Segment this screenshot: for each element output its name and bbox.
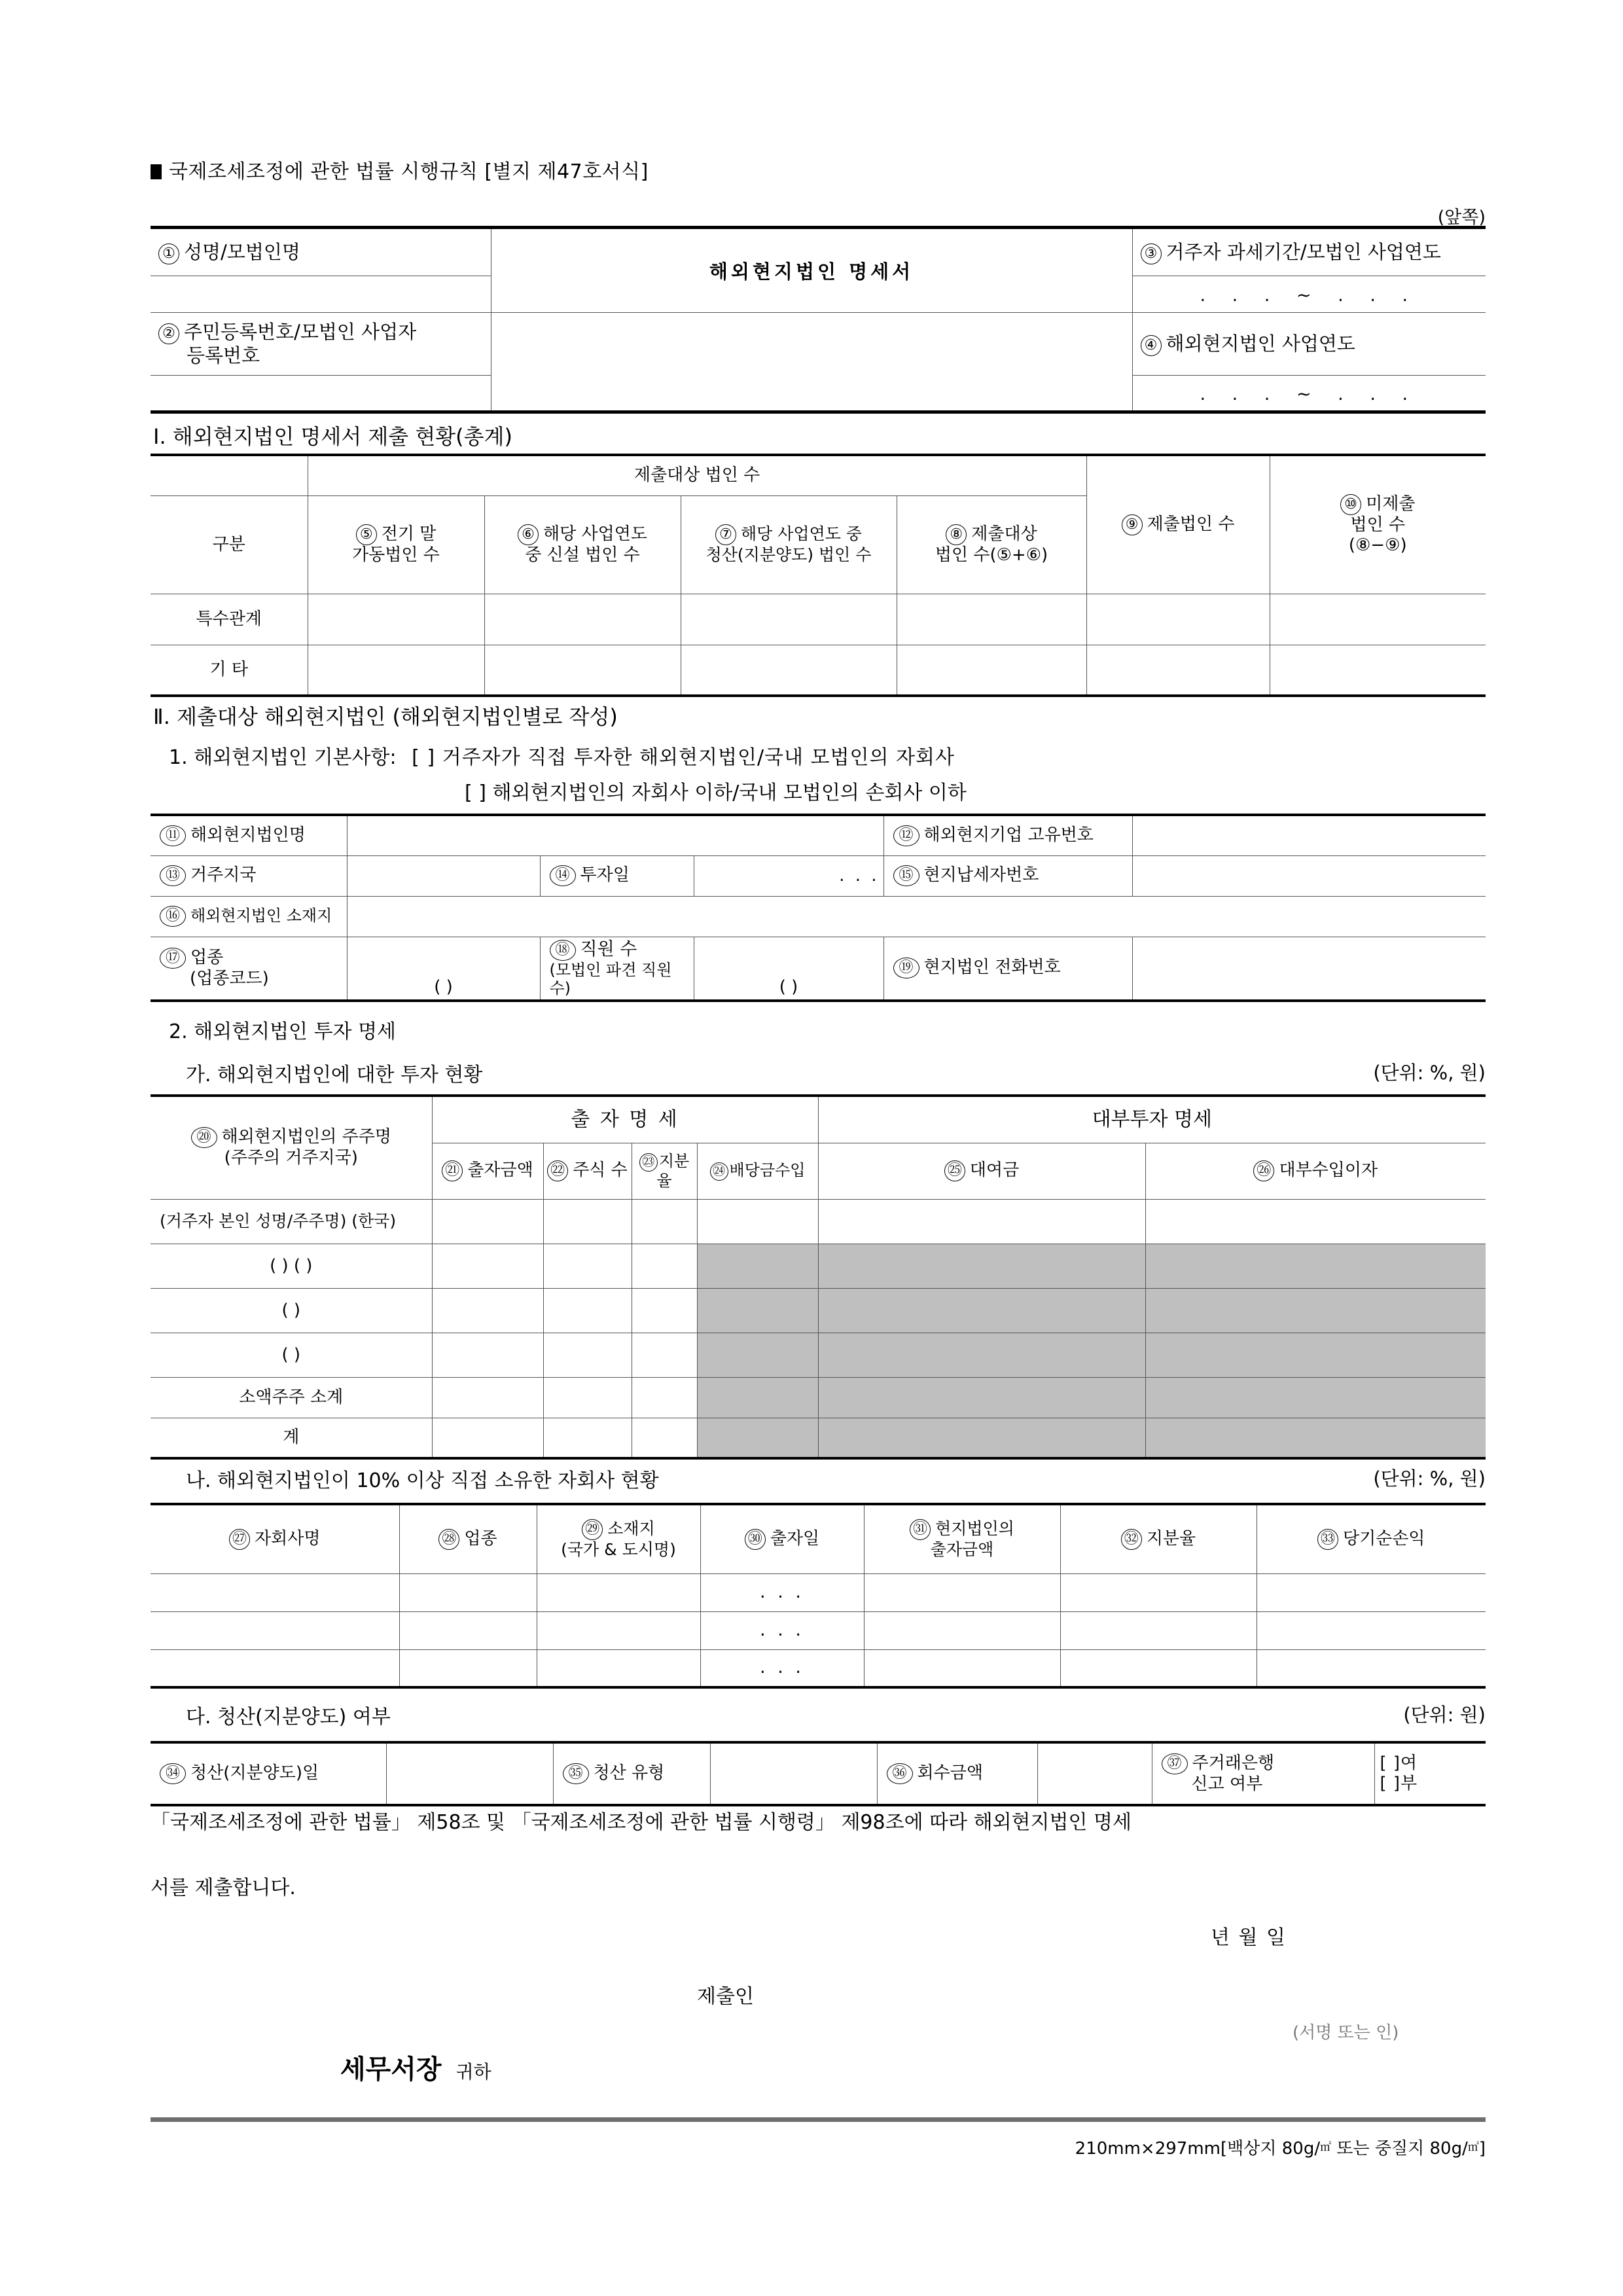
item36-number: ㊱ — [887, 1763, 913, 1784]
table-cell[interactable] — [537, 1649, 700, 1687]
part-ga-loan-group-header: 대부투자 명세 — [818, 1096, 1486, 1143]
part-ga-col21-header — [432, 1143, 543, 1199]
col25-number: ㉕ — [944, 1160, 965, 1181]
shareholder-subtotal-label: 소액주주 소계 — [151, 1377, 432, 1418]
item34-value-cell[interactable] — [386, 1742, 553, 1805]
item19-label: 현지법인 전화번호 — [923, 958, 1061, 978]
form-page — [151, 0, 1486, 2296]
item2-number: ② — [158, 323, 179, 344]
table-row — [151, 1377, 1486, 1418]
table-cell[interactable] — [308, 645, 484, 696]
footer-divider — [151, 2117, 1486, 2122]
sub1-heading-text: 1. 해외현지법인 기본사항: — [169, 746, 397, 769]
table-cell[interactable] — [484, 645, 681, 696]
part-da-unit: (단위: 원) — [1403, 1704, 1486, 1726]
col22-number: ㉒ — [547, 1160, 568, 1181]
table-cell[interactable] — [432, 1377, 543, 1418]
item12-label-cell — [883, 815, 1132, 855]
col20-line2: (주주의 거주지국) — [224, 1148, 358, 1168]
page-side-mark: (앞쪽) — [1437, 207, 1486, 228]
col9-label: 제출법인 수 — [1147, 514, 1235, 534]
item13-value-cell[interactable] — [347, 855, 540, 896]
item1-label: 성명/모법인명 — [184, 240, 300, 263]
bullet-square-icon — [151, 164, 162, 179]
item17-value-cell[interactable]: ( ) — [347, 937, 540, 1001]
item19-value-cell[interactable] — [1132, 937, 1486, 1001]
item14-label: 투자일 — [580, 865, 630, 885]
part-ga-heading: 가. 해외현지법인에 대한 투자 현황 — [186, 1064, 483, 1086]
section-1-row-label: 특수관계 — [151, 594, 308, 645]
table-cell[interactable] — [537, 1611, 700, 1649]
table-cell-disabled — [1145, 1244, 1486, 1288]
table-cell[interactable] — [1270, 645, 1486, 696]
col29-line2: (국가 & 도시명) — [561, 1540, 676, 1559]
table-row — [151, 1611, 1486, 1649]
part-ga-col25-header — [818, 1143, 1145, 1199]
form-reference-text: 국제조세조정에 관한 법률 시행규칙 [별지 제47호서식] — [169, 160, 649, 183]
part-na-col29-header — [537, 1504, 700, 1573]
shareholder-row-label: ( ) — [151, 1333, 432, 1377]
col33-number: ㉝ — [1317, 1529, 1338, 1550]
item36-value-cell[interactable] — [1037, 1742, 1152, 1805]
table-cell-disabled — [1145, 1333, 1486, 1377]
tax-office-suffix: 귀하 — [455, 2061, 491, 2083]
table-cell[interactable] — [399, 1649, 537, 1687]
item15-label: 현지납세자번호 — [923, 865, 1039, 885]
col26-label: 대부수입이자 — [1279, 1160, 1378, 1180]
table-cell[interactable] — [864, 1573, 1060, 1611]
item16-value-cell[interactable] — [347, 896, 1486, 937]
item19-label-cell — [883, 937, 1132, 1001]
item2-label-line1: 주민등록번호/모법인 사업자 — [184, 320, 417, 343]
part-na-col28-header — [399, 1504, 537, 1573]
col20-number: ⑳ — [191, 1127, 217, 1148]
item17-number: ⑰ — [160, 948, 186, 969]
table-cell[interactable] — [308, 594, 484, 645]
part-da-heading: 다. 청산(지분양도) 여부 — [186, 1706, 391, 1729]
item1-label-cell — [151, 228, 491, 276]
part-na-unit: (단위: %, 원) — [1373, 1467, 1486, 1490]
form-reference — [151, 155, 649, 184]
table-cell[interactable] — [681, 594, 897, 645]
paper-spec-unit-1: ㎡ — [1320, 2141, 1332, 2154]
table-cell[interactable]: . . . — [700, 1649, 864, 1687]
item3-value: . . . ~ . . . — [1200, 285, 1419, 306]
col29-number: ㉙ — [582, 1519, 603, 1540]
table-row — [151, 1288, 1486, 1333]
table-row — [151, 1199, 1486, 1244]
submitter-label: 제출인 — [697, 1985, 754, 2008]
section-2-sub1-heading — [169, 741, 955, 770]
table-cell[interactable] — [399, 1573, 537, 1611]
col10-line3: (⑧−⑨) — [1348, 535, 1407, 555]
part-da-table — [151, 1741, 1486, 1806]
col24-number: ㉔ — [710, 1162, 728, 1181]
table-cell-disabled — [697, 1377, 818, 1418]
table-row — [151, 1573, 1486, 1611]
table-cell[interactable] — [632, 1288, 697, 1333]
col27-label: 자회사명 — [255, 1528, 321, 1549]
col24-label: 배당금수입 — [729, 1161, 806, 1179]
table-cell[interactable] — [697, 1199, 818, 1244]
item16-label-cell — [151, 896, 347, 937]
item3-number: ③ — [1141, 243, 1162, 264]
col7-line2: 청산(지분양도) 법인 수 — [705, 545, 872, 565]
section-1-col9-header — [1086, 455, 1270, 594]
item11-value-cell[interactable] — [347, 815, 883, 855]
item16-label: 해외현지법인 소재지 — [190, 906, 332, 925]
table-cell[interactable] — [543, 1244, 632, 1288]
col5-number: ⑤ — [356, 524, 377, 545]
col31-number: ㉛ — [910, 1519, 931, 1540]
table-cell[interactable] — [897, 594, 1086, 645]
table-cell[interactable] — [432, 1199, 543, 1244]
part-ga-col26-header — [1145, 1143, 1486, 1199]
table-cell[interactable] — [432, 1418, 543, 1458]
col6-number: ⑥ — [518, 524, 539, 545]
item2-value-cell[interactable] — [151, 376, 491, 412]
item37-option-no[interactable]: [ ]부 — [1380, 1774, 1418, 1793]
col30-number: ㉚ — [745, 1529, 766, 1550]
item2-label-cell — [151, 313, 491, 376]
shareholder-total-label: 계 — [151, 1418, 432, 1458]
table-cell-disabled — [697, 1418, 818, 1458]
table-cell[interactable] — [1060, 1573, 1257, 1611]
section-2-sub2-heading: 2. 해외현지법인 투자 명세 — [169, 1020, 397, 1043]
item18-number: ⑱ — [550, 940, 576, 961]
submission-date-line[interactable]: 년 월 일 — [1211, 1926, 1287, 1949]
table-cell[interactable]: . . . — [700, 1611, 864, 1649]
table-cell-disabled — [818, 1288, 1145, 1333]
table-cell-disabled — [818, 1418, 1145, 1458]
title-filler-cell — [491, 313, 1132, 412]
part-ga-equity-group-header: 출 자 명 세 — [432, 1096, 818, 1143]
basic-info-table — [151, 814, 1486, 1002]
table-cell[interactable] — [543, 1288, 632, 1333]
item19-number: ⑲ — [893, 958, 919, 978]
col32-label: 지분율 — [1146, 1528, 1196, 1549]
table-cell-disabled — [818, 1377, 1145, 1418]
table-cell[interactable] — [864, 1611, 1060, 1649]
part-na-heading: 나. 해외현지법인이 10% 이상 직접 소유한 자회사 현황 — [186, 1469, 659, 1492]
sub1-option-2[interactable]: [ ] 해외현지법인의 자회사 이하/국내 모법인의 손회사 이하 — [465, 781, 967, 804]
item1-number: ① — [158, 243, 179, 264]
section-1-table — [151, 454, 1486, 697]
col10-line1: 미제출 — [1366, 494, 1416, 514]
part-na-col31-header — [864, 1504, 1060, 1573]
table-cell[interactable] — [632, 1418, 697, 1458]
item13-number: ⑬ — [160, 865, 186, 886]
sub1-option-1[interactable]: [ ] 거주자가 직접 투자한 해외현지법인/국내 모법인의 자회사 — [412, 746, 955, 769]
identity-table — [151, 226, 1486, 414]
col10-number: ⑩ — [1340, 494, 1361, 515]
item1-value-cell[interactable] — [151, 276, 491, 313]
section-1-col7-header — [681, 495, 897, 594]
item18-line2: (모법인 파견 직원 수) — [549, 960, 672, 997]
item2-label-line2: 등록번호 — [187, 344, 260, 367]
col7-line1: 해당 사업연도 중 — [741, 524, 862, 544]
item37-options-cell — [1374, 1742, 1486, 1805]
item36-label-cell — [877, 1742, 1037, 1805]
col22-label: 주식 수 — [573, 1160, 628, 1180]
table-cell-disabled — [818, 1244, 1145, 1288]
item4-number: ④ — [1141, 335, 1162, 356]
item18-line1: 직원 수 — [580, 939, 637, 960]
item3-value-cell[interactable] — [1132, 276, 1486, 313]
table-cell[interactable] — [432, 1244, 543, 1288]
col8-number: ⑧ — [946, 524, 967, 545]
col6-line2: 중 신설 법인 수 — [525, 545, 640, 565]
section-1-row-label: 기 타 — [151, 645, 308, 696]
table-cell[interactable] — [632, 1244, 697, 1288]
table-cell[interactable] — [543, 1418, 632, 1458]
section-1-col10-header — [1270, 455, 1486, 594]
col6-line1: 해당 사업연도 — [543, 524, 647, 544]
table-cell-disabled — [1145, 1288, 1486, 1333]
table-cell[interactable] — [1060, 1611, 1257, 1649]
part-ga-col23-header — [632, 1143, 697, 1199]
table-row — [151, 1649, 1486, 1687]
col32-number: ㉜ — [1121, 1529, 1142, 1550]
item37-number: ㊲ — [1162, 1753, 1188, 1774]
paper-spec-middle: 또는 중질지 80g/ — [1331, 2139, 1468, 2159]
item18-value-cell[interactable]: ( ) — [694, 937, 883, 1001]
part-ga-col22-header — [543, 1143, 632, 1199]
table-cell[interactable] — [484, 594, 681, 645]
table-cell[interactable] — [864, 1649, 1060, 1687]
col33-label: 당기순손익 — [1342, 1528, 1425, 1549]
col5-line2: 가동법인 수 — [352, 545, 440, 565]
item11-label-cell — [151, 815, 347, 855]
table-cell[interactable] — [151, 1649, 399, 1687]
table-cell[interactable] — [681, 645, 897, 696]
col7-number: ⑦ — [715, 524, 736, 545]
signature-note: (서명 또는 인) — [1293, 2023, 1399, 2043]
item34-label-cell — [151, 1742, 386, 1805]
tax-office-line — [340, 2049, 491, 2086]
col20-line1: 해외현지법인의 주주명 — [221, 1127, 391, 1147]
item14-label-cell — [540, 855, 694, 896]
item34-number: ㉞ — [160, 1763, 186, 1784]
paper-spec-start: 210mm×297mm[백상지 80g/ — [1075, 2139, 1321, 2159]
part-na-table — [151, 1503, 1486, 1689]
item14-value-cell[interactable] — [694, 855, 883, 896]
col31-line1: 현지법인의 — [935, 1519, 1014, 1538]
table-cell[interactable] — [543, 1333, 632, 1377]
col23-number: ㉓ — [639, 1153, 658, 1172]
item4-value-cell[interactable] — [1132, 376, 1486, 412]
item35-number: ㉟ — [563, 1763, 589, 1784]
part-ga-unit: (단위: %, 원) — [1373, 1062, 1486, 1084]
tax-office-label: 세무서장 — [340, 2054, 442, 2085]
part-na-col32-header — [1060, 1504, 1257, 1573]
table-cell-disabled — [697, 1333, 818, 1377]
table-cell[interactable] — [1086, 645, 1270, 696]
table-cell[interactable] — [399, 1611, 537, 1649]
col8-line2: 법인 수(⑤+⑥) — [935, 545, 1048, 565]
item12-label: 해외현지기업 고유번호 — [923, 825, 1094, 845]
item4-value: . . . ~ . . . — [1200, 384, 1419, 404]
item17-line1: 업종 — [190, 947, 224, 967]
item18-label-cell — [540, 937, 694, 1001]
item14-value: . . . — [839, 865, 880, 886]
table-cell[interactable] — [543, 1377, 632, 1418]
table-cell[interactable] — [1257, 1611, 1486, 1649]
table-row — [151, 1244, 1486, 1288]
item37-label-cell — [1152, 1742, 1374, 1805]
table-cell[interactable] — [1270, 594, 1486, 645]
table-cell[interactable] — [1257, 1649, 1486, 1687]
table-cell[interactable] — [1086, 594, 1270, 645]
item4-label-cell — [1132, 313, 1486, 376]
item17-line2: (업종코드) — [190, 968, 269, 988]
table-cell[interactable] — [1145, 1199, 1486, 1244]
section-1-heading: Ⅰ. 해외현지법인 명세서 제출 현황(총계) — [153, 424, 512, 449]
col21-number: ㉑ — [442, 1160, 463, 1181]
item12-number: ⑫ — [893, 825, 919, 846]
section-1-col8-header — [897, 495, 1086, 594]
item11-number: ⑪ — [160, 825, 186, 846]
item15-number: ⑮ — [893, 865, 919, 886]
section-1-col6-header — [484, 495, 681, 594]
document-title: 해외현지법인 명세서 — [491, 228, 1132, 313]
paper-spec-unit-2: ㎡ — [1467, 2141, 1479, 2154]
table-cell-disabled — [697, 1244, 818, 1288]
section-1-group-header: 제출대상 법인 수 — [308, 455, 1086, 495]
section-1-col5-header — [308, 495, 484, 594]
table-cell[interactable]: . . . — [700, 1573, 864, 1611]
item13-label-cell — [151, 855, 347, 896]
col27-number: ㉗ — [229, 1529, 250, 1550]
table-cell[interactable] — [432, 1333, 543, 1377]
part-ga-col24-header — [697, 1143, 818, 1199]
col23-label: 지분율 — [656, 1151, 690, 1190]
table-cell-disabled — [818, 1333, 1145, 1377]
section-2-heading: Ⅱ. 제출대상 해외현지법인 (해외현지법인별로 작성) — [153, 704, 618, 729]
table-cell[interactable] — [432, 1288, 543, 1333]
part-na-col33-header — [1257, 1504, 1486, 1573]
table-cell[interactable] — [543, 1199, 632, 1244]
table-cell[interactable] — [151, 1573, 399, 1611]
item35-label: 청산 유형 — [593, 1763, 665, 1783]
col28-label: 업종 — [464, 1528, 497, 1549]
col8-line1: 제출대상 — [971, 524, 1037, 544]
col28-number: ㉘ — [438, 1529, 459, 1550]
paper-specification — [1075, 2135, 1486, 2159]
table-row — [151, 1333, 1486, 1377]
item17-label-cell — [151, 937, 347, 1001]
item34-label: 청산(지분양도)일 — [190, 1763, 319, 1783]
table-cell[interactable] — [897, 645, 1086, 696]
table-cell[interactable] — [632, 1377, 697, 1418]
table-row — [151, 1418, 1486, 1458]
table-cell[interactable] — [818, 1199, 1145, 1244]
section-1-corner-cell — [151, 455, 308, 495]
item36-label: 회수금액 — [917, 1763, 983, 1783]
col30-label: 출자일 — [770, 1528, 820, 1549]
part-ga-col20-header — [151, 1096, 432, 1199]
item3-label: 거주자 과세기간/모법인 사업연도 — [1166, 240, 1441, 263]
paper-spec-end: ] — [1478, 2139, 1486, 2159]
item37-option-yes[interactable]: [ ]여 — [1380, 1753, 1418, 1774]
item35-value-cell[interactable] — [710, 1742, 877, 1805]
statement-line-2: 서를 제출합니다. — [151, 1876, 296, 1899]
table-cell[interactable] — [151, 1611, 399, 1649]
col31-line2: 출자금액 — [930, 1540, 994, 1559]
table-cell[interactable] — [632, 1333, 697, 1377]
table-cell-disabled — [1145, 1418, 1486, 1458]
item11-label: 해외현지법인명 — [190, 825, 306, 845]
col21-label: 출자금액 — [467, 1160, 533, 1180]
item3-label-cell — [1132, 228, 1486, 276]
table-cell[interactable] — [537, 1573, 700, 1611]
col10-line2: 법인 수 — [1350, 515, 1406, 535]
item37-line2: 신고 여부 — [1191, 1774, 1263, 1794]
shareholder-row-label: (거주자 본인 성명/주주명) (한국) — [151, 1199, 432, 1244]
shareholder-row-label: ( ) ( ) — [151, 1244, 432, 1288]
item16-number: ⑯ — [160, 906, 186, 927]
col25-label: 대여금 — [969, 1160, 1020, 1180]
col29-line1: 소재지 — [607, 1519, 655, 1538]
part-na-col27-header — [151, 1504, 399, 1573]
col26-number: ㉖ — [1253, 1160, 1274, 1181]
item35-label-cell — [553, 1742, 710, 1805]
col5-line1: 전기 말 — [381, 524, 437, 544]
part-ga-table — [151, 1094, 1486, 1460]
table-cell-disabled — [1145, 1377, 1486, 1418]
item13-label: 거주지국 — [190, 865, 257, 885]
shareholder-row-label: ( ) — [151, 1288, 432, 1333]
item37-line1: 주거래은행 — [1192, 1753, 1275, 1773]
item15-label-cell — [883, 855, 1132, 896]
col9-number: ⑨ — [1122, 514, 1143, 535]
item15-value-cell[interactable] — [1132, 855, 1486, 896]
statement-line-1: 「국제조세조정에 관한 법률」 제58조 및 「국제조세조정에 관한 법률 시행령」 제98조에 따라 해외현지법인 명세 — [151, 1811, 1132, 1834]
part-na-col30-header — [700, 1504, 864, 1573]
table-cell[interactable] — [1257, 1573, 1486, 1611]
item4-label: 해외현지법인 사업연도 — [1166, 332, 1355, 355]
table-cell[interactable] — [1060, 1649, 1257, 1687]
section-1-division-header: 구분 — [151, 495, 308, 594]
table-cell-disabled — [697, 1288, 818, 1333]
item12-value-cell[interactable] — [1132, 815, 1486, 855]
item14-number: ⑭ — [550, 865, 576, 886]
table-cell[interactable] — [632, 1199, 697, 1244]
